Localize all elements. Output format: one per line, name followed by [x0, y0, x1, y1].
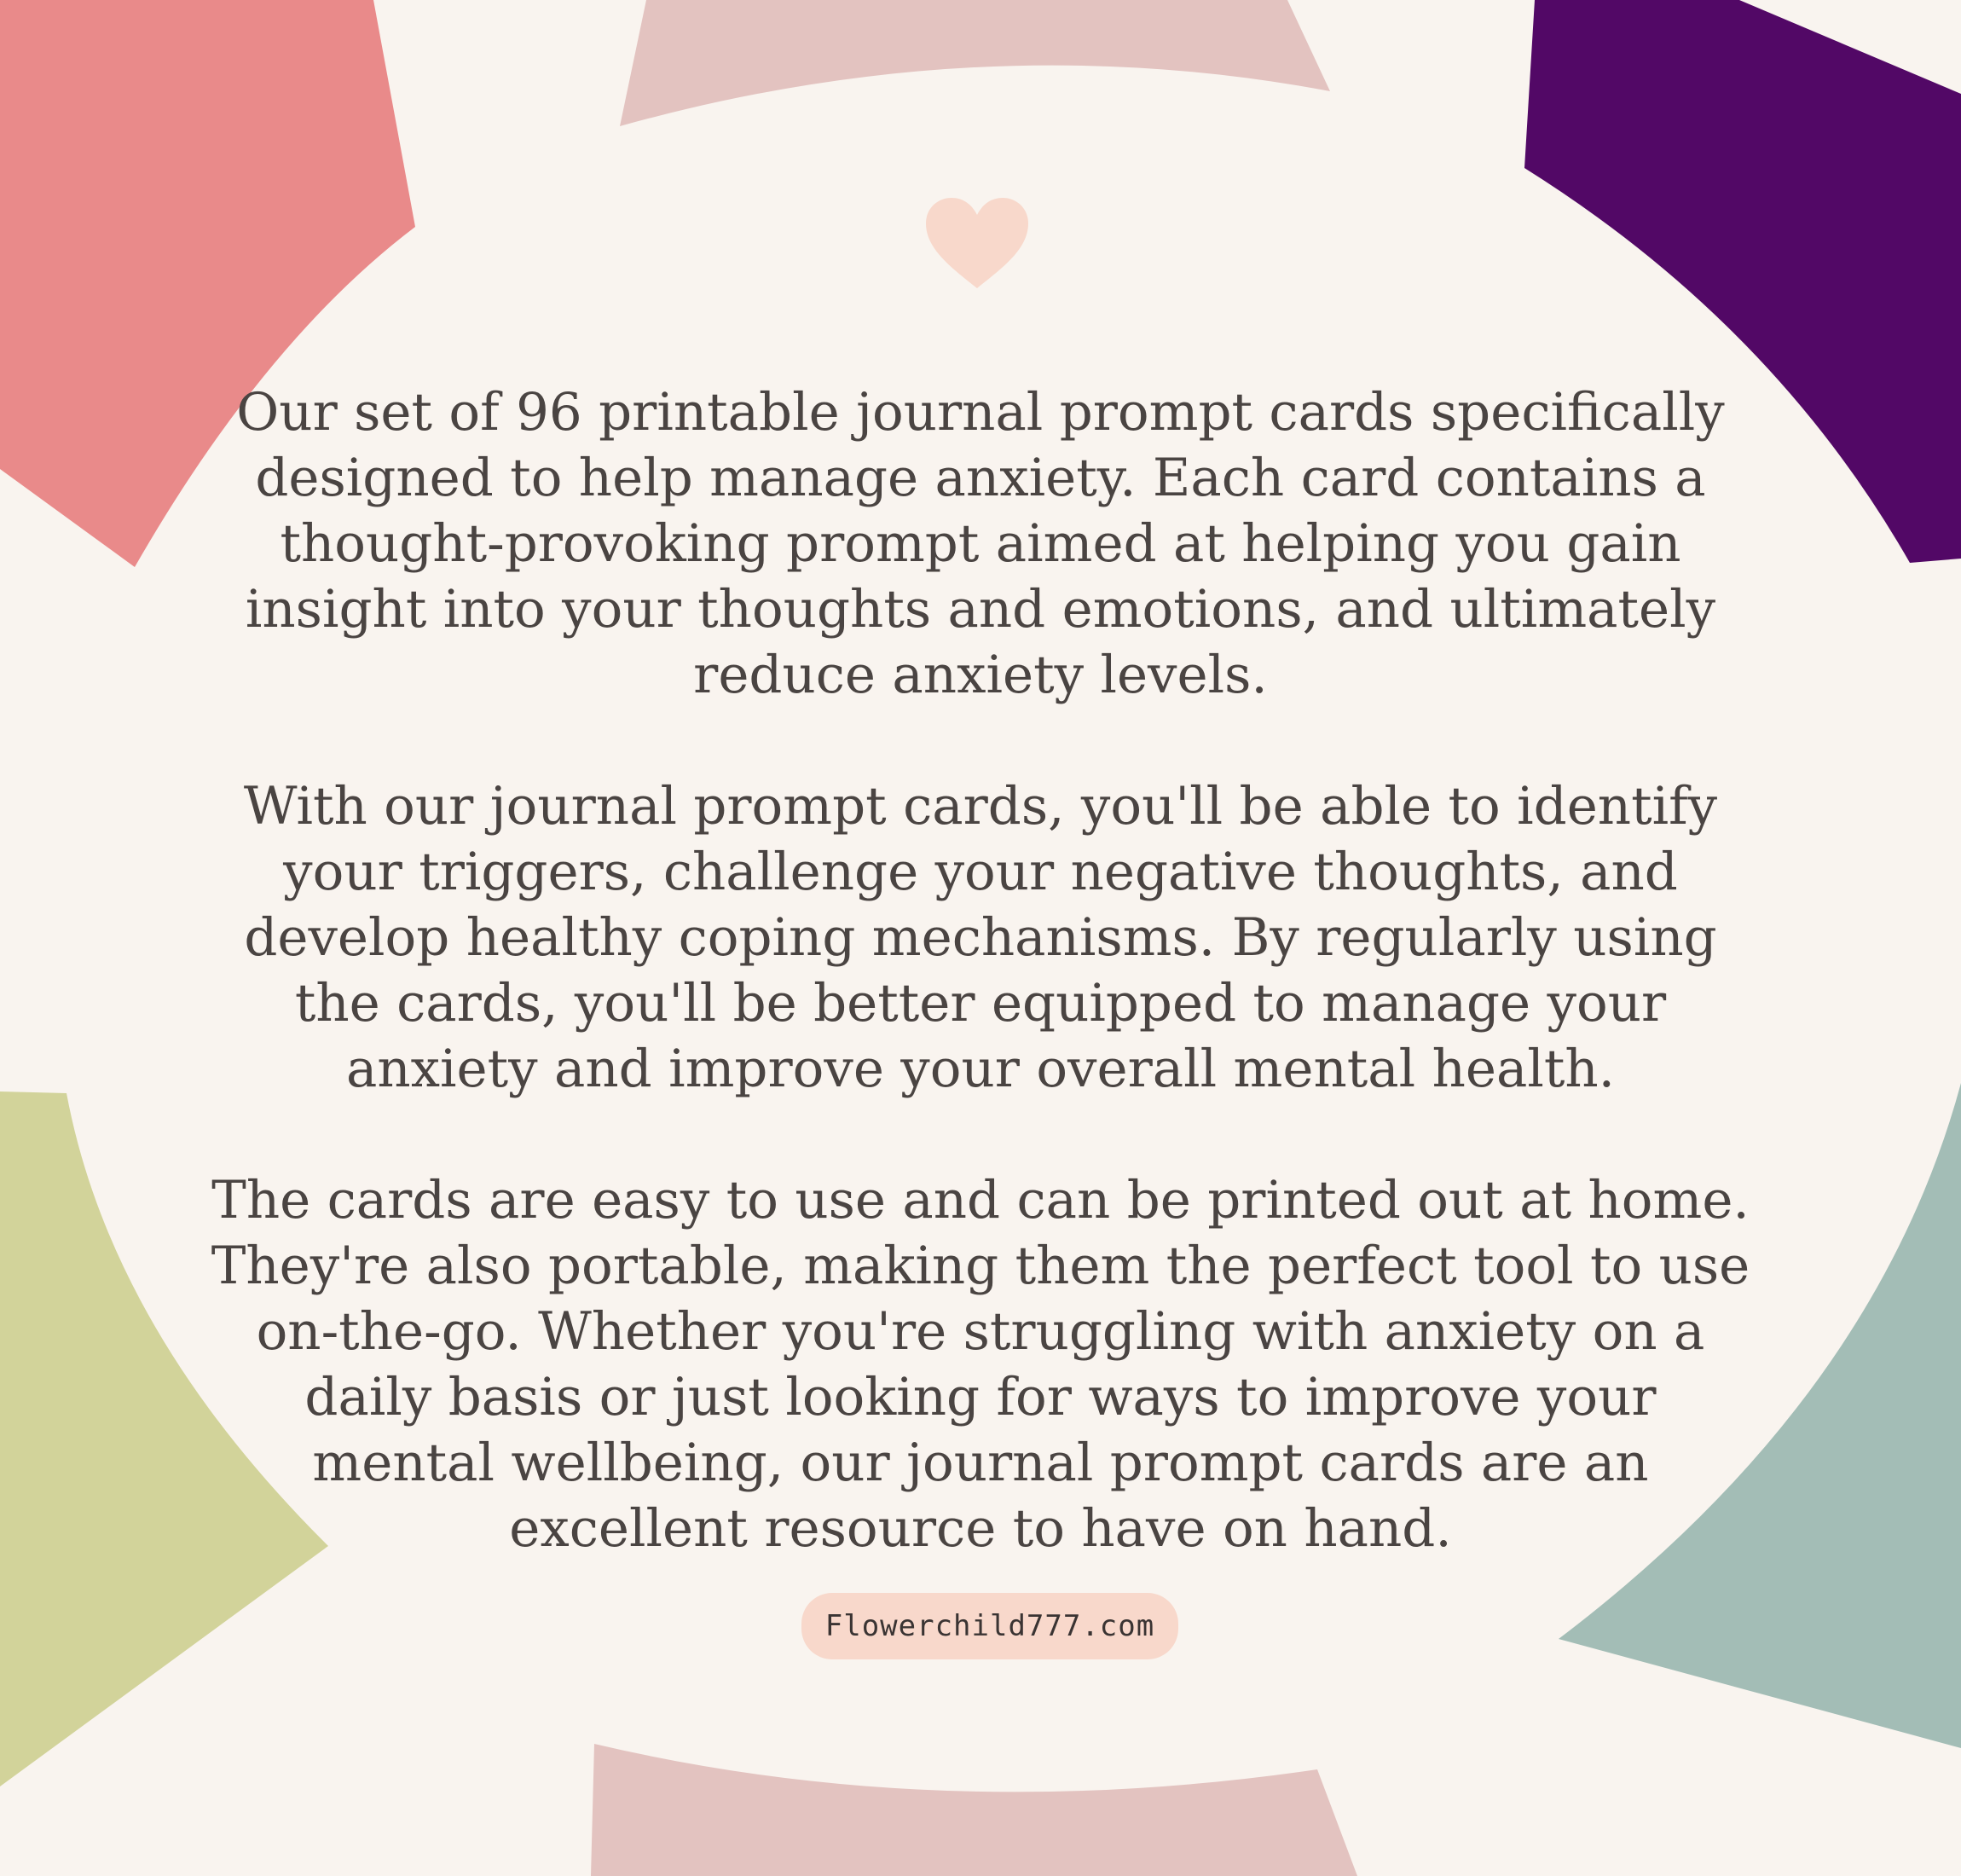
top-pink-shape	[620, 0, 1330, 126]
description-text	[205, 379, 1756, 1561]
paragraph-intro: Our set of 96 printable journal prompt cards specifically designed to help manage anxiety. Each card contains a thought-provoking prompt aimed at helping you gain insight into your thoughts and emotions, and ultimately reduce anxiety levels.	[236, 382, 1725, 705]
paragraph-usage: The cards are easy to use and can be printed out at home. They're also portable, making them the perfect tool to use on-the-go. Whether you're struggling with anxiety on a daily basis or just looking for ways to improve your mental wellbeing, our journal prompt cards are an excellent resource to have on hand.	[211, 1170, 1750, 1559]
paragraph-benefits: With our journal prompt cards, you'll be able to identify your triggers, challenge your negative thoughts, and develop healthy coping mechanisms. By regularly using the cards, you'll be better equipped to manage your anxiety and improve your overall mental health.	[243, 776, 1718, 1099]
website-badge: Flowerchild777.com	[801, 1593, 1178, 1659]
heart-icon	[923, 196, 1032, 290]
bottom-pink-shape	[591, 1744, 1357, 1876]
